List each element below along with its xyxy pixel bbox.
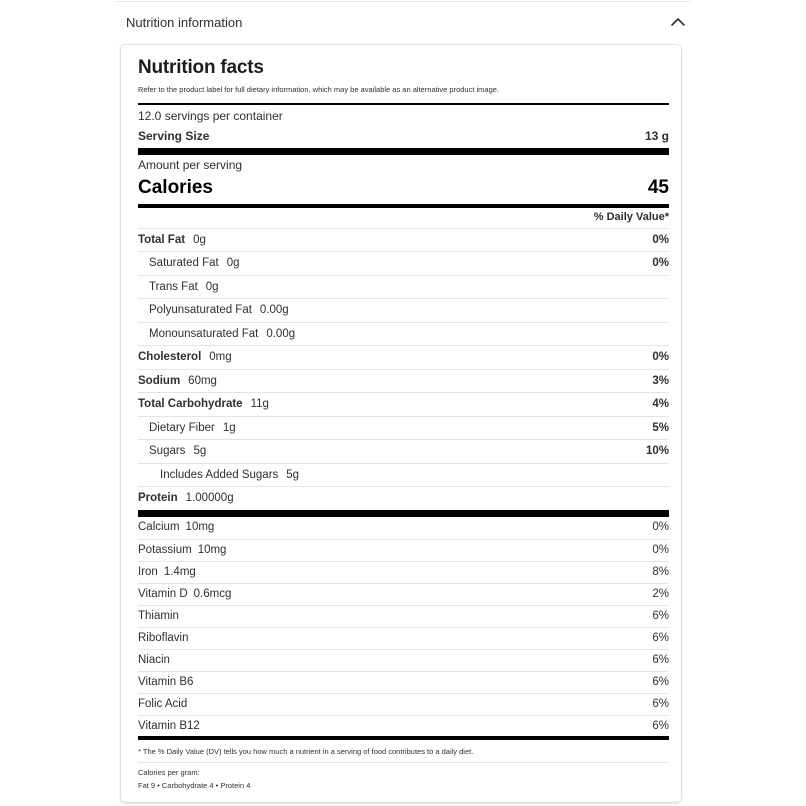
nutrient-daily-value: 0% [652,234,669,246]
nutrient-row [138,275,669,298]
vitamin-daily-value: 6% [652,632,669,644]
nutrient-name: Polyunsaturated Fat [149,304,252,317]
nutrition-facts-title: Nutrition facts [138,57,264,78]
nutrient-name: Sodium [138,374,181,387]
medium-divider [138,736,669,740]
vitamin-row [138,517,669,539]
nutrient-row [138,463,669,486]
nutrient-amount: 1g [222,421,236,434]
vitamin-amount: 10mg [185,521,215,533]
vitamin-name: Riboflavin [138,632,189,644]
vitamin-row [138,693,669,715]
nutrient-name: Total Fat [138,234,186,246]
calories-value: 45 [647,177,669,198]
vitamin-name: Calcium [138,521,180,533]
vitamin-amount: 1.4mg [163,566,196,578]
nutrient-row [138,228,669,251]
serving-size-row [138,129,669,143]
nutrient-amount: 0g [226,257,240,270]
vitamin-daily-value: 0% [652,544,669,556]
vitamin-name: Folic Acid [138,698,188,710]
nutrient-name: Includes Added Sugars [160,468,279,481]
nutrient-row [138,439,669,462]
calories-per-gram-values: Fat 9 • Carbohydrate 4 • Protein 4 [138,781,251,790]
daily-value-footnote: * The % Daily Value (DV) tells you how much a nutrient in a serving of food contributes to a daily diet. [138,747,474,756]
vitamin-name: Niacin [138,654,170,666]
vitamin-daily-value: 8% [652,566,669,578]
medium-divider [138,204,669,208]
calories-per-gram-title: Calories per gram: [138,768,200,777]
servings-per-container: 12.0 servings per container [138,109,283,123]
nutrient-name: Trans Fat [149,280,198,293]
nutrient-daily-value: 0% [652,351,669,364]
nutrient-amount: 0mg [209,351,232,364]
nutrient-amount: 1.00000g [185,491,234,504]
thick-divider [138,510,669,517]
nutrient-row [138,345,669,368]
vitamin-daily-value: 6% [652,720,669,732]
nutrient-name: Saturated Fat [149,257,219,270]
vitamin-amount: 10mg [197,544,227,556]
nutrient-daily-value: 4% [652,398,669,411]
vitamin-name: Vitamin B12 [138,720,200,732]
vitamin-daily-value: 6% [652,698,669,710]
vitamin-row [138,539,669,561]
vitamin-row [138,627,669,649]
vitamin-name: Vitamin D [138,588,188,600]
vitamin-row [138,715,669,737]
nutrient-amount: 0g [205,280,219,293]
calories-label: Calories [138,177,213,198]
vitamin-row [138,671,669,693]
nutrient-daily-value: 3% [652,374,669,387]
nutrient-row [138,369,669,392]
nutrient-name: Protein [138,491,178,504]
nutrient-daily-value: 0% [652,257,669,270]
nutrient-name: Dietary Fiber [149,421,215,434]
nutrient-daily-value: 10% [645,445,669,458]
nutrient-name: Monounsaturated Fat [149,327,259,340]
vitamin-row [138,561,669,583]
nutrition-information-toggle[interactable] [117,2,690,42]
nutrient-row [138,486,669,509]
calories-row [138,177,669,199]
vitamin-row [138,583,669,605]
vitamin-amount: 0.6mcg [193,588,232,600]
footer-divider [138,762,669,763]
vitamin-name: Iron [138,566,158,578]
nutrient-amount: 60mg [188,374,217,387]
vitamin-name: Thiamin [138,610,179,622]
nutrient-row [138,251,669,274]
nutrient-amount: 11g [250,398,269,411]
vitamin-daily-value: 6% [652,610,669,622]
nutrient-name: Cholesterol [138,351,202,364]
vitamin-name: Potassium [138,544,192,556]
nutrient-amount: 5g [286,468,300,481]
vitamin-daily-value: 6% [652,676,669,688]
vitamin-row [138,649,669,671]
nutrient-row [138,298,669,321]
nutrient-row [138,322,669,345]
serving-size-value: 13 g [644,129,669,143]
nutrient-amount: 5g [193,445,207,458]
nutrient-amount: 0.00g [259,304,289,317]
vitamin-row [138,605,669,627]
nutrient-name: Sugars [149,445,186,458]
nutrient-amount: 0g [193,234,206,246]
nutrient-amount: 0.00g [266,327,296,340]
thick-divider [138,148,669,155]
amount-per-serving: Amount per serving [138,158,243,172]
nutrient-row [138,416,669,439]
nutrition-facts-card [121,45,681,802]
nutrient-daily-value: 5% [652,421,669,434]
daily-value-header: % Daily Value* [593,211,669,223]
serving-size-label: Serving Size [138,129,210,143]
section-title: Nutrition information [126,15,243,30]
nutrient-row [138,392,669,415]
nutrient-name: Total Carbohydrate [138,398,243,411]
label-disclaimer: Refer to the product label for full dietary information, which may be available as an alternative product image. [138,85,500,94]
chevron-up-icon[interactable] [670,14,686,30]
vitamin-daily-value: 2% [652,588,669,600]
vitamin-name: Vitamin B6 [138,676,194,688]
vitamin-daily-value: 6% [652,654,669,666]
divider-rule [138,103,669,105]
vitamin-daily-value: 0% [652,521,669,533]
